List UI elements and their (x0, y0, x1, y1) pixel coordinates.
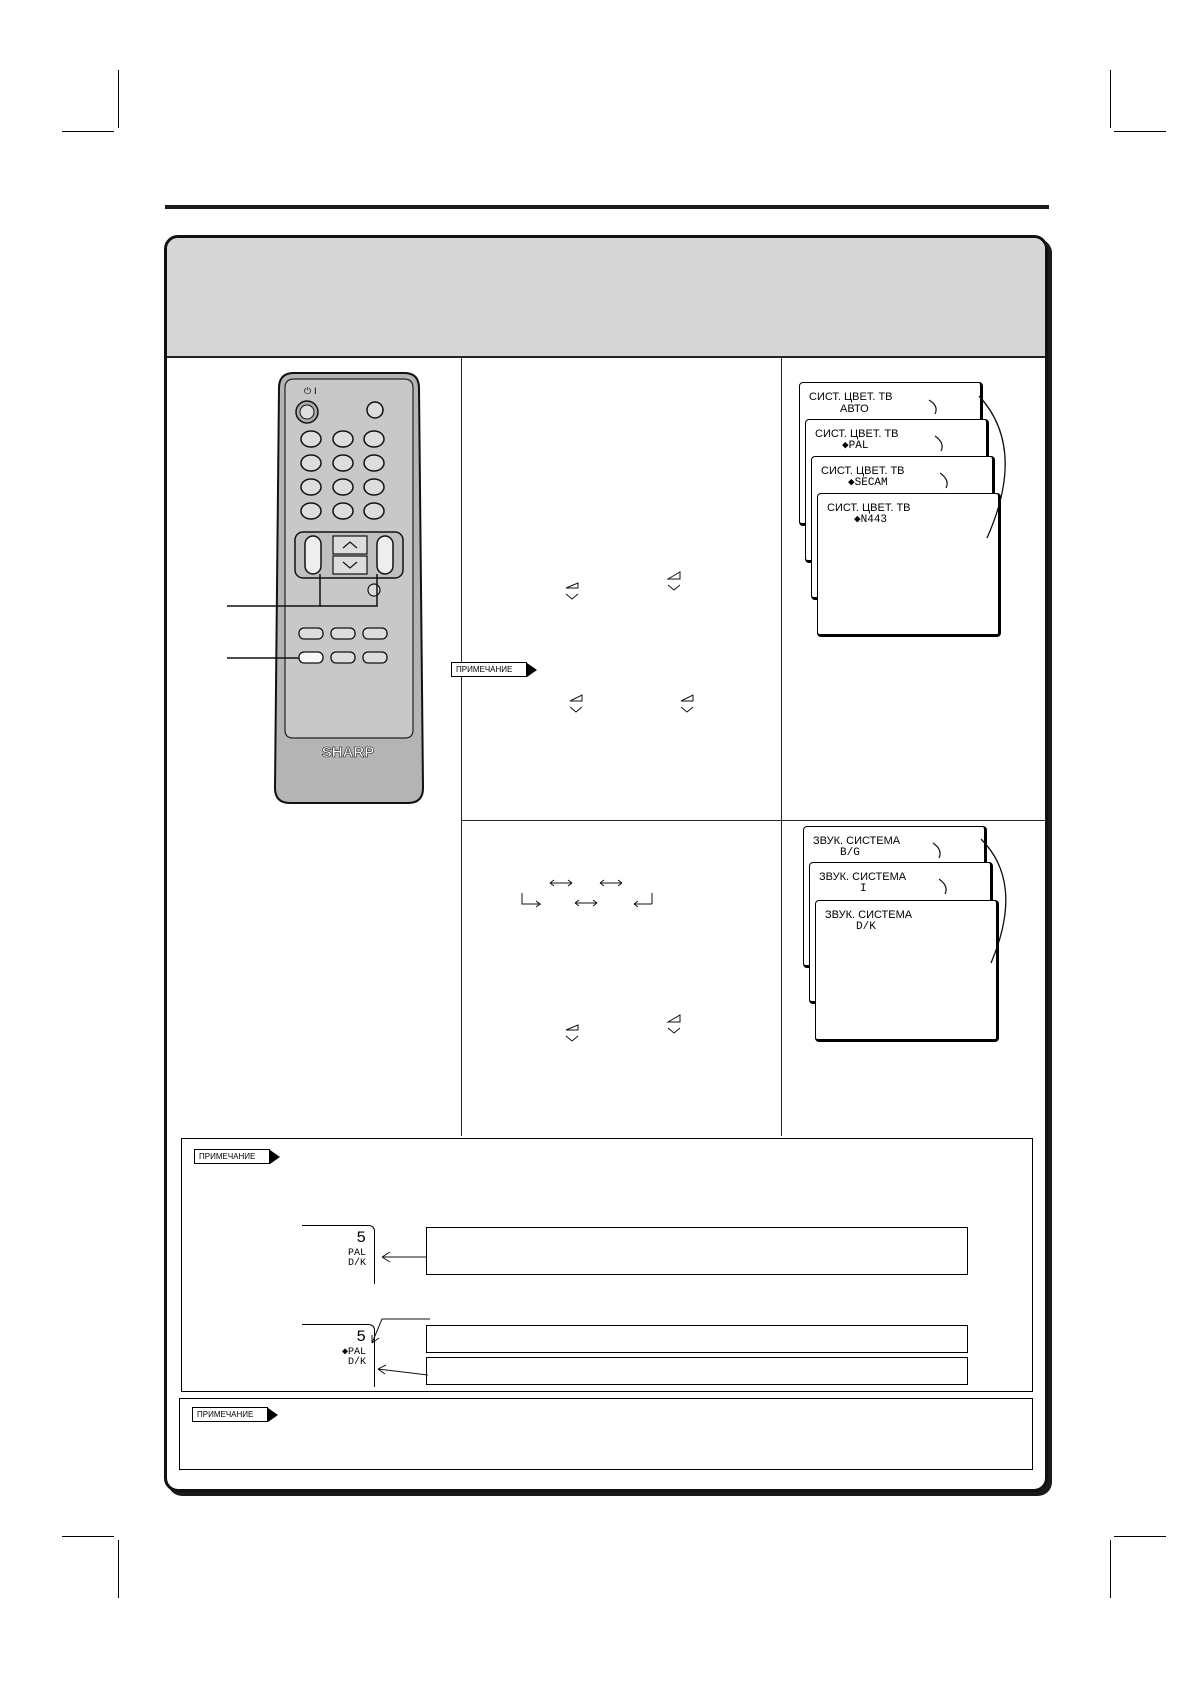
header-rule (165, 205, 1049, 209)
channel-number: 5 (356, 1229, 366, 1247)
description-box (426, 1357, 968, 1385)
note-tag: ПРИМЕЧАНИЕ (451, 662, 527, 677)
button-glyphs (462, 358, 780, 1118)
remote-control (167, 238, 461, 938)
crop-mark (118, 70, 119, 128)
osd-value: I (860, 883, 867, 895)
cycle-arrows (907, 388, 1017, 558)
osd-title: СИСТ. ЦВЕТ. ТВ (821, 465, 905, 477)
cycle-arrows (907, 833, 1017, 973)
note-tag: ПРИМЕЧАНИЕ (192, 1407, 268, 1422)
osd-title: ЗВУК. СИСТЕМА (825, 909, 913, 921)
osd-value: ◆PAL (842, 440, 869, 452)
crop-mark (1110, 1540, 1111, 1598)
note-box (179, 1398, 1033, 1470)
crop-mark (1114, 131, 1166, 132)
osd-value: АВТО (840, 403, 869, 415)
description-box (426, 1227, 968, 1275)
sound-system: D/K (347, 1258, 366, 1269)
osd-value: ◆N443 (854, 514, 888, 526)
instruction-panel (164, 235, 1048, 1492)
channel-number: 5 (356, 1328, 366, 1346)
osd-value: B/G (840, 847, 860, 859)
crop-mark (118, 1540, 119, 1598)
crop-mark (62, 131, 114, 132)
description-box (426, 1325, 968, 1353)
color-system: PAL (347, 1248, 366, 1259)
osd-value: ◆SECAM (848, 477, 888, 489)
pointer-arrow (364, 1313, 434, 1393)
color-system: ◆PAL (341, 1347, 366, 1358)
note-box (181, 1138, 1033, 1392)
note-tag: ПРИМЕЧАНИЕ (194, 1149, 270, 1164)
column-divider (781, 358, 782, 1136)
sound-system: D/K (347, 1357, 366, 1368)
osd-title: СИСТ. ЦВЕТ. ТВ (809, 391, 893, 403)
osd-title: СИСТ. ЦВЕТ. ТВ (827, 502, 911, 514)
osd-title: СИСТ. ЦВЕТ. ТВ (815, 428, 899, 440)
crop-mark (1110, 70, 1111, 128)
channel-display (302, 1225, 375, 1284)
svg-text:⏻ I: ⏻ I (304, 387, 317, 397)
osd-title: ЗВУК. СИСТЕМА (813, 835, 901, 847)
crop-mark (1114, 1536, 1166, 1537)
brand-logo: SHARP (321, 744, 375, 761)
osd-title: ЗВУК. СИСТЕМА (819, 871, 907, 883)
pointer-arrow (378, 1247, 428, 1267)
osd-value: D/K (856, 921, 876, 933)
crop-mark (62, 1536, 114, 1537)
